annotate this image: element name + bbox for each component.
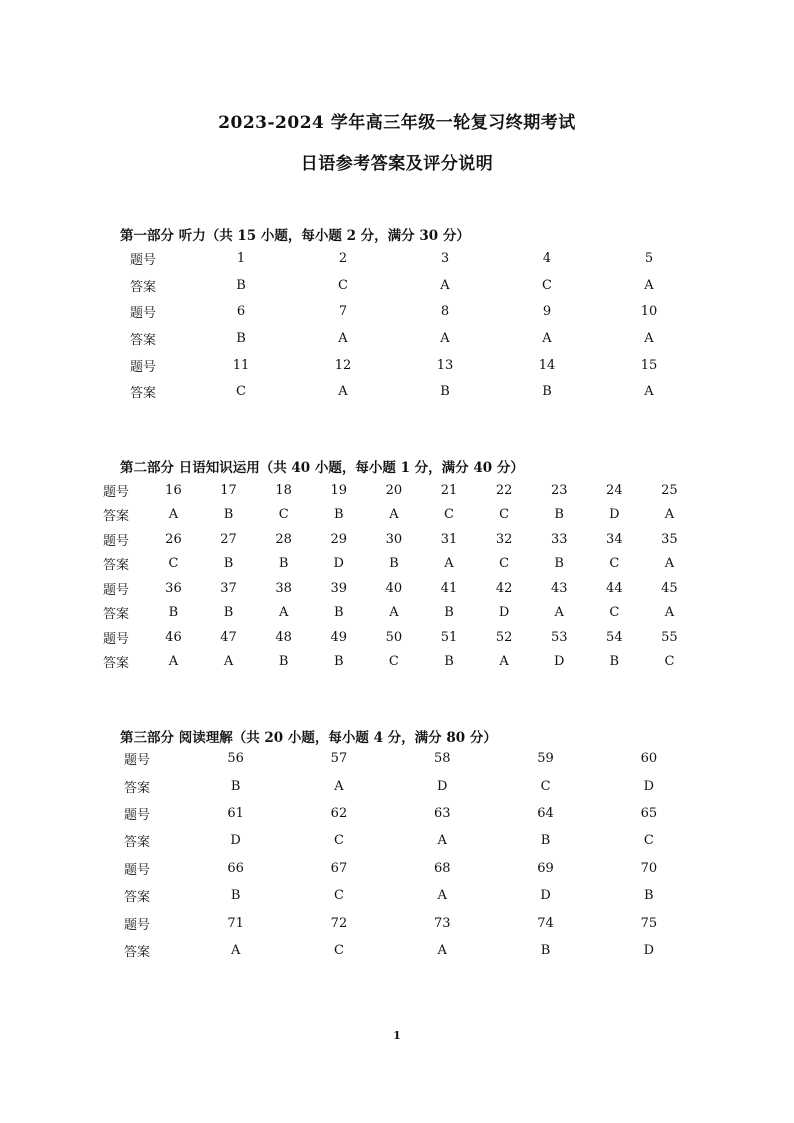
answer-cell: B [542,384,552,400]
question-number-cell: 43 [550,580,568,596]
answer-cell: C [540,778,551,794]
answer-cell: A [334,778,344,794]
question-number-cell: 65 [640,805,658,821]
row-label-answer: 答案 [130,332,157,348]
question-number-cell: 6 [236,304,246,320]
answer-cell: A [338,384,348,400]
question-number-cell: 58 [433,751,451,767]
answer-cell: A [389,605,399,621]
table-row [103,625,697,650]
question-number-cell: 47 [220,629,237,645]
answer-table-body [124,745,700,964]
question-number-cell: 3 [440,250,450,266]
answer-cell: A [664,507,675,523]
answer-cell: B [389,556,399,572]
table-row [130,272,700,299]
table-row [103,650,697,675]
row-label-answer: 答案 [124,890,151,906]
question-number-cell: 34 [606,531,623,547]
question-number-cell: 69 [537,860,554,876]
question-number-cell: 21 [440,482,458,498]
row-label-answer: 答案 [124,780,151,796]
answer-cell: B [223,507,234,523]
section-heading-listening: 第一部分 听力（共 15 小题，每小题 2 分，满分 30 分） [120,228,470,244]
table-row [124,855,700,882]
answer-cell: C [444,507,454,523]
answer-cell: C [388,654,399,670]
answer-cell: A [444,556,454,572]
question-number-cell: 48 [275,629,292,645]
question-number-cell: 49 [330,629,348,645]
question-number-cell: 56 [227,751,244,767]
question-number-cell: 57 [330,751,348,767]
answer-cell: C [338,277,348,293]
answer-cell: A [440,330,450,346]
question-number-cell: 23 [550,482,568,498]
answer-cell: A [168,507,179,523]
question-number-cell: 9 [542,304,552,320]
question-number-cell: 24 [606,482,623,498]
question-number-cell: 67 [330,860,348,876]
answer-cell: A [338,330,348,346]
answer-cell: A [542,330,552,346]
answer-cell: C [333,833,344,849]
row-label-number: 题号 [130,306,157,322]
question-number-cell: 35 [661,531,678,547]
question-number-cell: 38 [275,580,292,596]
question-number-cell: 19 [330,482,348,498]
answer-cell: B [278,654,289,670]
question-number-cell: 14 [538,357,556,373]
answer-cell: B [554,507,564,523]
answer-cell: B [333,654,344,670]
answer-cell: B [168,605,179,621]
answer-cell: C [333,942,344,958]
table-row [103,576,697,601]
answer-cell: B [540,833,551,849]
answer-cell: A [437,888,447,904]
answer-cell: C [609,556,620,572]
answer-cell: A [230,942,241,958]
question-number-cell: 10 [640,304,658,320]
question-number-cell: 27 [220,531,237,547]
question-number-cell: 46 [165,629,182,645]
question-number-cell: 20 [385,482,403,498]
question-number-cell: 44 [606,580,623,596]
answer-cell: B [333,507,344,523]
answer-cell: C [333,888,344,904]
answer-cell: C [278,507,289,523]
answer-cell: A [168,654,179,670]
answer-cell: C [609,605,620,621]
question-number-cell: 1 [236,250,246,266]
answer-cell: D [609,507,620,523]
answer-cell: C [643,833,654,849]
table-row [130,245,700,272]
answer-table-body [103,478,697,674]
answer-cell: A [223,654,234,670]
table-row [103,503,697,528]
row-label-answer: 答案 [130,279,157,295]
table-row [124,937,700,964]
question-number-cell: 12 [334,357,352,373]
question-number-cell: 28 [275,531,292,547]
question-number-cell: 33 [550,531,568,547]
answer-cell: B [609,654,620,670]
section-heading-knowledge: 第二部分 日语知识运用（共 40 小题，每小题 1 分，满分 40 分） [120,460,524,476]
answer-cell: C [542,277,552,293]
answer-cell: C [168,556,179,572]
question-number-cell: 71 [227,915,244,931]
table-row [130,325,700,352]
question-number-cell: 51 [440,629,458,645]
answer-cell: A [644,330,654,346]
answer-cell: D [333,556,344,572]
row-label-number: 题号 [130,359,157,375]
row-label-number: 题号 [103,533,130,549]
answer-cell: C [664,654,675,670]
row-label-number: 题号 [130,252,157,268]
question-number-cell: 8 [440,304,450,320]
answer-cell: B [333,605,344,621]
question-number-cell: 73 [433,915,451,931]
answer-cell: A [664,556,675,572]
row-label-answer: 答案 [130,386,157,402]
question-number-cell: 62 [330,805,348,821]
answer-cell: B [230,778,241,794]
answer-cell: C [499,507,510,523]
question-number-cell: 18 [275,482,292,498]
question-number-cell: 5 [644,250,654,266]
answer-cell: D [437,778,448,794]
question-number-cell: 52 [495,629,513,645]
answer-cell: A [440,277,450,293]
question-number-cell: 11 [232,357,250,373]
row-label-answer: 答案 [103,558,130,574]
table-row [130,298,700,325]
answer-cell: A [389,507,399,523]
question-number-cell: 13 [436,357,454,373]
question-number-cell: 4 [542,250,552,266]
table-row [103,601,697,626]
answer-cell: B [230,888,241,904]
answer-cell: B [540,942,551,958]
question-number-cell: 40 [385,580,403,596]
row-label-number: 题号 [124,917,151,933]
answer-cell: B [223,605,234,621]
question-number-cell: 59 [537,751,554,767]
answer-table-body [130,245,700,405]
question-number-cell: 63 [433,805,451,821]
row-label-answer: 答案 [124,835,151,851]
answer-cell: C [236,384,246,400]
answer-cell: B [644,888,654,904]
question-number-cell: 26 [165,531,182,547]
row-label-number: 题号 [124,753,151,769]
answer-cell: B [236,330,246,346]
answer-table-listening [130,245,700,405]
question-number-cell: 2 [338,250,348,266]
table-row [103,478,697,503]
answer-cell: B [236,277,246,293]
section-heading-reading: 第三部分 阅读理解（共 20 小题，每小题 4 分，满分 80 分） [120,730,497,746]
answer-cell: B [444,654,454,670]
answer-cell: A [437,942,447,958]
row-label-answer: 答案 [124,944,151,960]
question-number-cell: 25 [661,482,678,498]
question-number-cell: 75 [640,915,658,931]
question-number-cell: 68 [433,860,451,876]
answer-cell: B [554,556,564,572]
question-number-cell: 15 [640,357,658,373]
answer-cell: D [643,942,655,958]
question-number-cell: 39 [330,580,348,596]
page-title: 2023-2024 学年高三年级一轮复习终期考试 [218,113,576,133]
question-number-cell: 45 [661,580,678,596]
question-number-cell: 50 [385,629,403,645]
question-number-cell: 37 [220,580,237,596]
question-number-cell: 30 [385,531,403,547]
table-row [130,352,700,379]
question-number-cell: 61 [227,805,244,821]
answer-cell: D [553,654,565,670]
answer-cell: B [223,556,234,572]
question-number-cell: 16 [165,482,182,498]
answer-cell: D [540,888,551,904]
row-label-number: 题号 [103,631,130,647]
question-number-cell: 17 [220,482,237,498]
question-number-cell: 60 [640,751,658,767]
question-number-cell: 42 [495,580,513,596]
question-number-cell: 32 [495,531,513,547]
table-row [124,772,700,799]
answer-cell: B [444,605,454,621]
answer-cell: C [499,556,510,572]
answer-cell: A [644,384,654,400]
question-number-cell: 36 [165,580,182,596]
question-number-cell: 7 [338,304,348,320]
table-row [124,827,700,854]
answer-table-knowledge [103,478,697,674]
answer-cell: B [278,556,289,572]
row-label-answer: 答案 [103,607,130,623]
row-label-number: 题号 [124,862,151,878]
answer-cell: B [440,384,450,400]
answer-table-reading [124,745,700,964]
page-number: 1 [393,1029,401,1042]
row-label-answer: 答案 [103,656,130,672]
table-row [103,527,697,552]
answer-cell: A [278,605,289,621]
answer-cell: A [554,605,564,621]
question-number-cell: 70 [640,860,658,876]
question-number-cell: 41 [440,580,458,596]
answer-cell: D [643,778,655,794]
table-row [103,552,697,577]
question-number-cell: 72 [330,915,348,931]
page-subtitle: 日语参考答案及评分说明 [300,154,494,174]
answer-cell: A [499,654,509,670]
row-label-answer: 答案 [103,509,130,525]
row-label-number: 题号 [124,807,151,823]
question-number-cell: 74 [537,915,554,931]
question-number-cell: 66 [227,860,244,876]
answer-cell: A [664,605,675,621]
answer-cell: A [644,277,654,293]
question-number-cell: 22 [495,482,513,498]
row-label-number: 题号 [103,484,130,500]
table-row [124,882,700,909]
table-row [124,800,700,827]
question-number-cell: 64 [537,805,554,821]
question-number-cell: 29 [330,531,348,547]
answer-cell: D [230,833,241,849]
table-row [130,378,700,405]
table-row [124,909,700,936]
question-number-cell: 31 [440,531,458,547]
row-label-number: 题号 [103,582,130,598]
question-number-cell: 54 [606,629,623,645]
question-number-cell: 55 [661,629,678,645]
table-row [124,745,700,772]
answer-cell: A [437,833,447,849]
answer-cell: D [498,605,510,621]
question-number-cell: 53 [550,629,568,645]
